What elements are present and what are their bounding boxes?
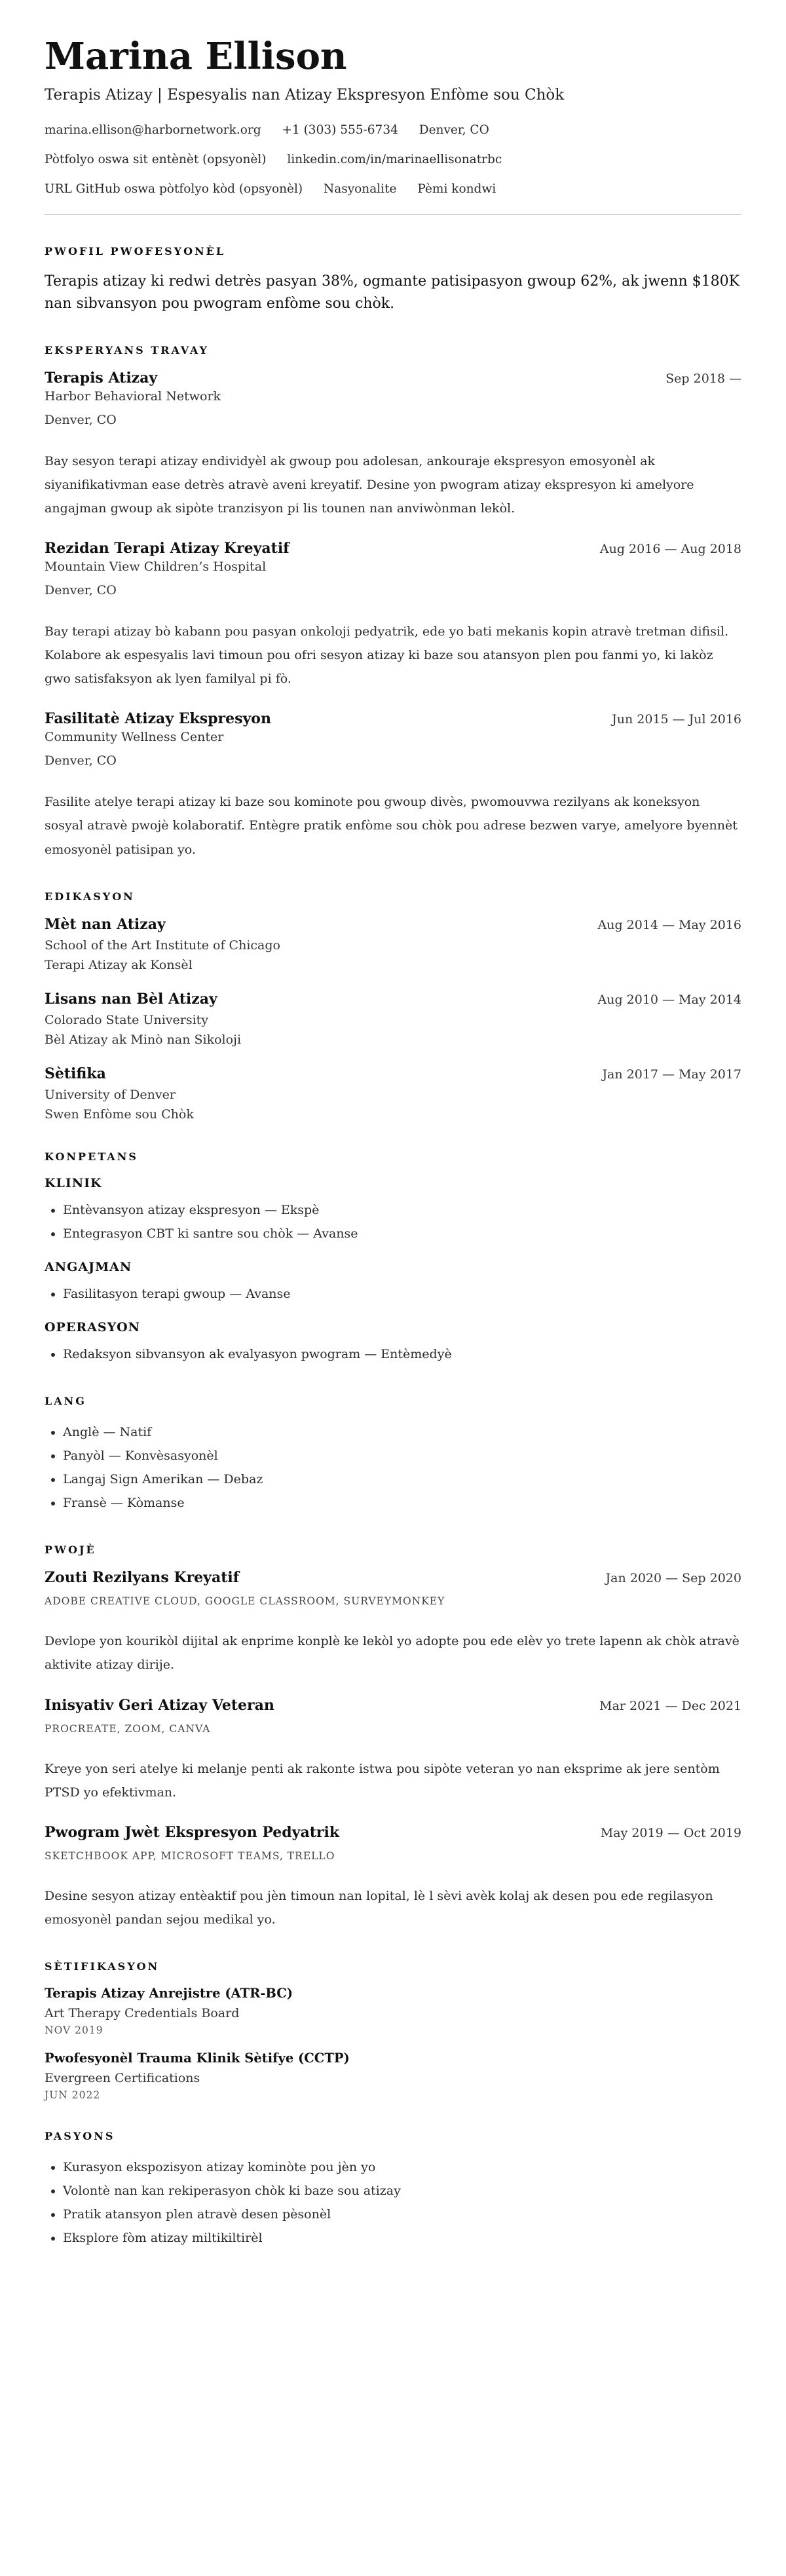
skill-group (45, 1260, 741, 1306)
skill-group (45, 1320, 741, 1366)
contact-location: Denver, CO (419, 123, 489, 137)
language-item: • Langaj Sign Amerikan — Debaz (63, 1468, 741, 1491)
interest-item: • Kurasyon ekspozisyon atizay kominòte pou jèn yo (63, 2155, 741, 2179)
education-field: Bèl Atizay ak Minò nan Sikoloji (45, 1032, 242, 1047)
certification-date: JUN 2022 (45, 2089, 101, 2101)
project-entry (45, 1824, 741, 1931)
section-title-skills: KONPETANS (45, 1150, 138, 1163)
certifications-section (45, 1960, 741, 2101)
job-description: Bay terapi atizay bò kabann pou pasyan onkoloji pedyatrik, ede yo bati mekanis kopin atravè tretman difisil. Kolabore ak espesyalis lavi timoun pou ofri sesyon atizay ki baze sou atansyon plen pou fanmi yo, ki lakòz gwo satisfaksyon ak lyen familyal pi fò. (45, 624, 729, 687)
education-entry (45, 1065, 741, 1122)
language-list (45, 1420, 741, 1515)
experience-section (45, 344, 741, 862)
certification-issuer: Evergreen Certifications (45, 2070, 200, 2085)
contact-row-extra (45, 182, 741, 196)
language-item: • Fransè — Kòmanse (63, 1491, 741, 1515)
job-company: Harbor Behavioral Network (45, 388, 221, 404)
certification-entry (45, 2051, 741, 2101)
section-title-education: EDIKASYON (45, 890, 135, 903)
education-school: School of the Art Institute of Chicago (45, 938, 280, 953)
degree-title: Sètifika (45, 1065, 106, 1082)
job-location: Denver, CO (45, 583, 117, 598)
skill-list (45, 1198, 741, 1245)
profile-section (45, 245, 741, 315)
project-description: Desine sesyon atizay entèaktif pou jèn timoun nan lopital, lè l sèvi avèk kolaj ak desen pou ede regilasyon emosyonèl pandan sejou medikal yo. (45, 1888, 713, 1927)
candidate-name: Marina Ellison (45, 35, 347, 78)
job-title: Terapis Atizay (45, 369, 158, 387)
project-title: Zouti Rezilyans Kreyatif (45, 1569, 240, 1587)
contact-row-links (45, 153, 741, 166)
section-title-languages: LANG (45, 1395, 86, 1407)
skill-group-title: OPERASYON (45, 1319, 141, 1335)
education-field: Swen Enfòme sou Chòk (45, 1107, 194, 1122)
skill-list (45, 1342, 741, 1366)
contact-nationality: Nasyonalite (324, 181, 397, 196)
degree-title: Mèt nan Atizay (45, 915, 166, 933)
job-dates: Jun 2015 — Jul 2016 (612, 712, 741, 727)
contact-github[interactable]: URL GitHub oswa pòtfolyo kòd (opsyonèl) (45, 181, 303, 196)
section-title-experience: EKSPERYANS TRAVAY (45, 343, 209, 356)
job-company: Community Wellness Center (45, 730, 224, 745)
job-location: Denver, CO (45, 753, 117, 768)
skill-group-title: ANGAJMAN (45, 1259, 132, 1274)
project-title: Pwogram Jwèt Ekspresyon Pedyatrik (45, 1823, 340, 1841)
job-description: Fasilite atelye terapi atizay ki baze sou kominote pou gwoup divès, pwomouvwa rezilyans ak koneksyon sosyal atravè pwojè kolaboratif. Entègre pratik enfòme sou chòk pou adrese bezwen varye, amelyore byennèt emosyonèl patisipan yo. (45, 795, 738, 857)
header-divider (45, 214, 741, 215)
certification-date: NOV 2019 (45, 2024, 103, 2036)
interest-item: • Pratik atansyon plen atravè desen pèsonèl (63, 2203, 741, 2226)
projects-section (45, 1544, 741, 1931)
project-dates: May 2019 — Oct 2019 (600, 1825, 741, 1840)
skill-item: • Entèvansyon atizay ekspresyon — Ekspè (63, 1198, 741, 1222)
contact-email[interactable]: marina.ellison@harbornetwork.org (45, 123, 261, 137)
project-tech: PROCREATE, ZOOM, CANVA (45, 1722, 211, 1735)
project-dates: Mar 2021 — Dec 2021 (599, 1698, 741, 1713)
contact-portfolio[interactable]: Pòtfolyo oswa sit entènèt (opsyonèl) (45, 152, 267, 166)
section-title-profile: PWOFIL PWOFESYONÈL (45, 244, 226, 257)
certification-title: Terapis Atizay Anrejistre (ATR-BC) (45, 1985, 293, 2001)
education-entry (45, 916, 741, 972)
project-entry (45, 1697, 741, 1804)
certification-entry (45, 1986, 741, 2036)
education-dates: Aug 2014 — May 2016 (597, 917, 741, 932)
section-title-certifications: SÈTIFIKASYON (45, 1960, 160, 1973)
skill-group (45, 1176, 741, 1245)
resume-header (45, 37, 741, 196)
education-dates: Aug 2010 — May 2014 (597, 992, 741, 1007)
interest-item: • Volontè nan kan rekiperasyon chòk ki baze sou atizay (63, 2179, 741, 2203)
skill-item: • Redaksyon sibvansyon ak evalyasyon pwogram — Entèmedyè (63, 1342, 741, 1366)
interest-item: • Eksplore fòm atizay miltikiltirèl (63, 2226, 741, 2250)
project-title: Inisyativ Geri Atizay Veteran (45, 1696, 274, 1714)
skills-section (45, 1150, 741, 1366)
section-title-projects: PWOJÈ (45, 1544, 96, 1557)
contact-work-permit: Pèmi kondwi (417, 181, 496, 196)
language-item: • Anglè — Natif (63, 1420, 741, 1444)
education-entry (45, 991, 741, 1047)
interests-section (45, 2130, 741, 2250)
degree-title: Lisans nan Bèl Atizay (45, 990, 217, 1008)
job-company: Mountain View Children’s Hospital (45, 559, 267, 575)
contact-phone[interactable]: +1 (303) 555-6734 (282, 123, 398, 137)
interest-list (45, 2155, 741, 2250)
project-description: Devlope yon kourikòl dijital ak enprime konplè ke lekòl yo adopte pou ede elèv yo trete lapenn ak chòk atravè aktivite atizay dirije. (45, 1634, 739, 1673)
education-school: University of Denver (45, 1087, 176, 1102)
job-description: Bay sesyon terapi atizay endividyèl ak gwoup pou adolesan, ankouraje ekspresyon emosyonèl ak siyanifikativman ease detrès atravè aveni kreyatif. Desine yon pwogram atizay ekspresyon ki amelyore angajman gwoup ak sipòte tranzisyon pi lis tounen nan anviwònman lekòl. (45, 453, 694, 516)
education-school: Colorado State University (45, 1012, 209, 1027)
language-item: • Panyòl — Konvèsasyonèl (63, 1444, 741, 1468)
project-description: Kreye yon seri atelye ki melanje penti ak rakonte istwa pou sipòte veteran yo nan eksprime ak jere sentòm PTSD yo efektivman. (45, 1761, 720, 1800)
job-title: Fasilitatè Atizay Ekspresyon (45, 710, 271, 728)
project-tech: ADOBE CREATIVE CLOUD, GOOGLE CLASSROOM, SURVEYMONKEY (45, 1595, 445, 1608)
project-tech: SKETCHBOOK APP, MICROSOFT TEAMS, TRELLO (45, 1849, 335, 1862)
contact-row-primary (45, 123, 741, 137)
job-location: Denver, CO (45, 412, 117, 427)
profile-summary: Terapis atizay ki redwi detrès pasyan 38%, ogmante patisipasyon gwoup 62%, ak jwenn $180K nan sibvansyon pou pwogram enfòme sou chòk. (45, 273, 740, 312)
experience-entry (45, 710, 741, 861)
skill-item: • Entegrasyon CBT ki santre sou chòk — Avanse (63, 1222, 741, 1245)
languages-section (45, 1395, 741, 1515)
section-title-interests: PASYONS (45, 2129, 115, 2142)
experience-entry (45, 540, 741, 691)
skill-list (45, 1282, 741, 1306)
job-dates: Aug 2016 — Aug 2018 (599, 542, 741, 557)
project-entry (45, 1569, 741, 1676)
job-dates: Sep 2018 — (665, 371, 741, 386)
candidate-headline: Terapis Atizay | Espesyalis nan Atizay Ekspresyon Enfòme sou Chòk (45, 86, 565, 104)
certification-title: Pwofesyonèl Trauma Klinik Sètifye (CCTP) (45, 2050, 350, 2066)
skill-group-title: KLINIK (45, 1175, 102, 1190)
skill-item: • Fasilitasyon terapi gwoup — Avanse (63, 1282, 741, 1306)
job-title: Rezidan Terapi Atizay Kreyatif (45, 540, 290, 558)
education-dates: Jan 2017 — May 2017 (602, 1067, 741, 1082)
project-dates: Jan 2020 — Sep 2020 (605, 1571, 741, 1586)
certification-issuer: Art Therapy Credentials Board (45, 2005, 240, 2020)
experience-entry (45, 369, 741, 520)
education-section (45, 890, 741, 1122)
contact-linkedin[interactable]: linkedin.com/in/marinaellisonatrbc (287, 152, 502, 166)
education-field: Terapi Atizay ak Konsèl (45, 957, 193, 972)
